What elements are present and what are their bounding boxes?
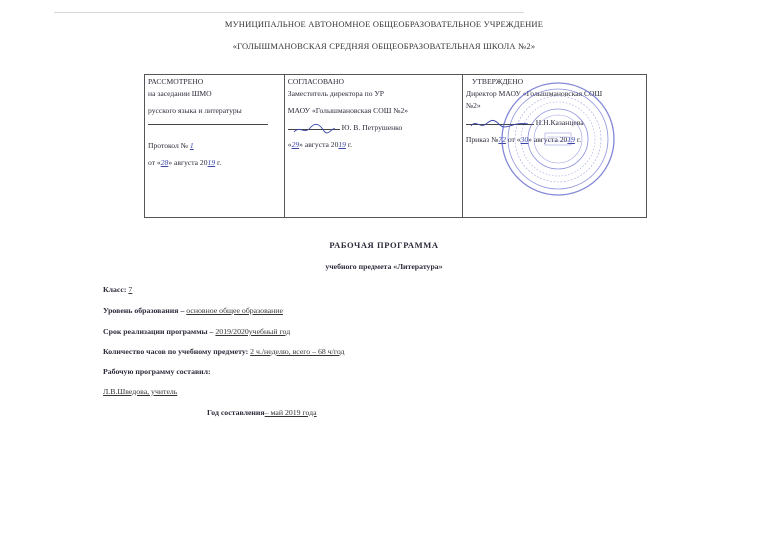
document-title: РАБОЧАЯ ПРОГРАММА bbox=[329, 240, 439, 250]
protocol-label: Протокол № bbox=[148, 141, 188, 150]
considered-date-month: » августа 20 bbox=[168, 158, 208, 167]
author-value: Л.В.Шведова, учитель bbox=[103, 387, 178, 396]
author-label-field bbox=[103, 367, 211, 376]
agreed-date-day: 29 bbox=[291, 140, 300, 149]
class-label: Класс: bbox=[103, 285, 127, 294]
approved-signer: Н.Н.Казанцева bbox=[535, 118, 584, 127]
class-value: 7 bbox=[128, 285, 133, 294]
agreed-signature bbox=[288, 129, 340, 130]
hours-value: 2 ч./неделю, всего – 68 ч/год bbox=[250, 347, 345, 356]
agreed-cell bbox=[284, 75, 462, 218]
approved-line1: Директор МАОУ «Голышмановская СОШ bbox=[465, 89, 603, 98]
order-year: 19 bbox=[567, 135, 575, 144]
agreed-date-prefix: « bbox=[287, 140, 292, 149]
approved-heading: УТВЕРЖДЕНО bbox=[471, 77, 524, 86]
agreed-signer: Ю. В. Петрушенко bbox=[341, 123, 403, 132]
considered-date-suffix: г. bbox=[215, 158, 222, 167]
agreed-line1: Заместитель директора по УР bbox=[287, 89, 385, 98]
hours-label: Количество часов по учебному предмету: bbox=[103, 347, 251, 356]
school-header-line1: МУНИЦИПАЛЬНОЕ АВТОНОМНОЕ ОБЩЕОБРАЗОВАТЕЛЬНОЕ УЧРЕЖДЕНИЕ bbox=[224, 19, 544, 29]
order-mid: от « bbox=[505, 135, 521, 144]
level-label: Уровень образования – bbox=[103, 306, 187, 315]
period-field bbox=[103, 327, 290, 336]
agreed-date-year: 19 bbox=[338, 140, 346, 149]
considered-heading: РАССМОТРЕНО bbox=[148, 77, 204, 86]
agreed-heading: СОГЛАСОВАНО bbox=[287, 77, 344, 86]
class-field bbox=[103, 285, 132, 294]
scan-artifact-line bbox=[54, 12, 524, 13]
order-month: » августа 20 bbox=[528, 135, 568, 144]
agreed-line2: МАОУ «Голышмановская СОШ №2» bbox=[287, 106, 409, 115]
document-subject: учебного предмета «Литература» bbox=[325, 262, 443, 271]
author-value-field bbox=[103, 387, 177, 396]
period-label: Срок реализации программы – bbox=[103, 327, 216, 336]
agreed-date-month: » августа 20 bbox=[299, 140, 339, 149]
considered-line1: на заседании ШМО bbox=[148, 89, 212, 98]
year-label: Год составления bbox=[207, 408, 265, 417]
approved-line2: №2» bbox=[465, 101, 481, 110]
protocol-number: 1 bbox=[189, 141, 194, 150]
year-value: – май 2019 года bbox=[264, 408, 317, 417]
level-field bbox=[103, 306, 283, 315]
considered-date-prefix: от « bbox=[148, 158, 161, 167]
level-value: основное общее образование bbox=[186, 306, 283, 315]
considered-date-year: 19 bbox=[207, 158, 216, 167]
author-label: Рабочую программу составил: bbox=[103, 367, 211, 376]
school-header-line2: «ГОЛЫШМАНОВСКАЯ СРЕДНЯЯ ОБЩЕОБРАЗОВАТЕЛЬНАЯ ШКОЛА №2» bbox=[232, 41, 536, 51]
year-field bbox=[207, 408, 317, 417]
considered-line2: русского языка и литературы bbox=[148, 106, 242, 115]
order-prefix: Приказ № bbox=[465, 135, 499, 144]
considered-underline bbox=[148, 118, 281, 127]
considered-cell bbox=[145, 75, 285, 218]
period-value: 2019/2020учебный год bbox=[215, 327, 291, 336]
considered-date-day: 28 bbox=[160, 158, 169, 167]
hours-field bbox=[103, 347, 344, 356]
agreed-date-suffix: г. bbox=[345, 140, 353, 149]
order-suffix: г. bbox=[574, 135, 581, 144]
order-number: 72 bbox=[498, 135, 506, 144]
signature-scribble-icon bbox=[292, 123, 336, 135]
order-day: 30 bbox=[520, 135, 529, 144]
school-seal-stamp bbox=[499, 80, 617, 198]
